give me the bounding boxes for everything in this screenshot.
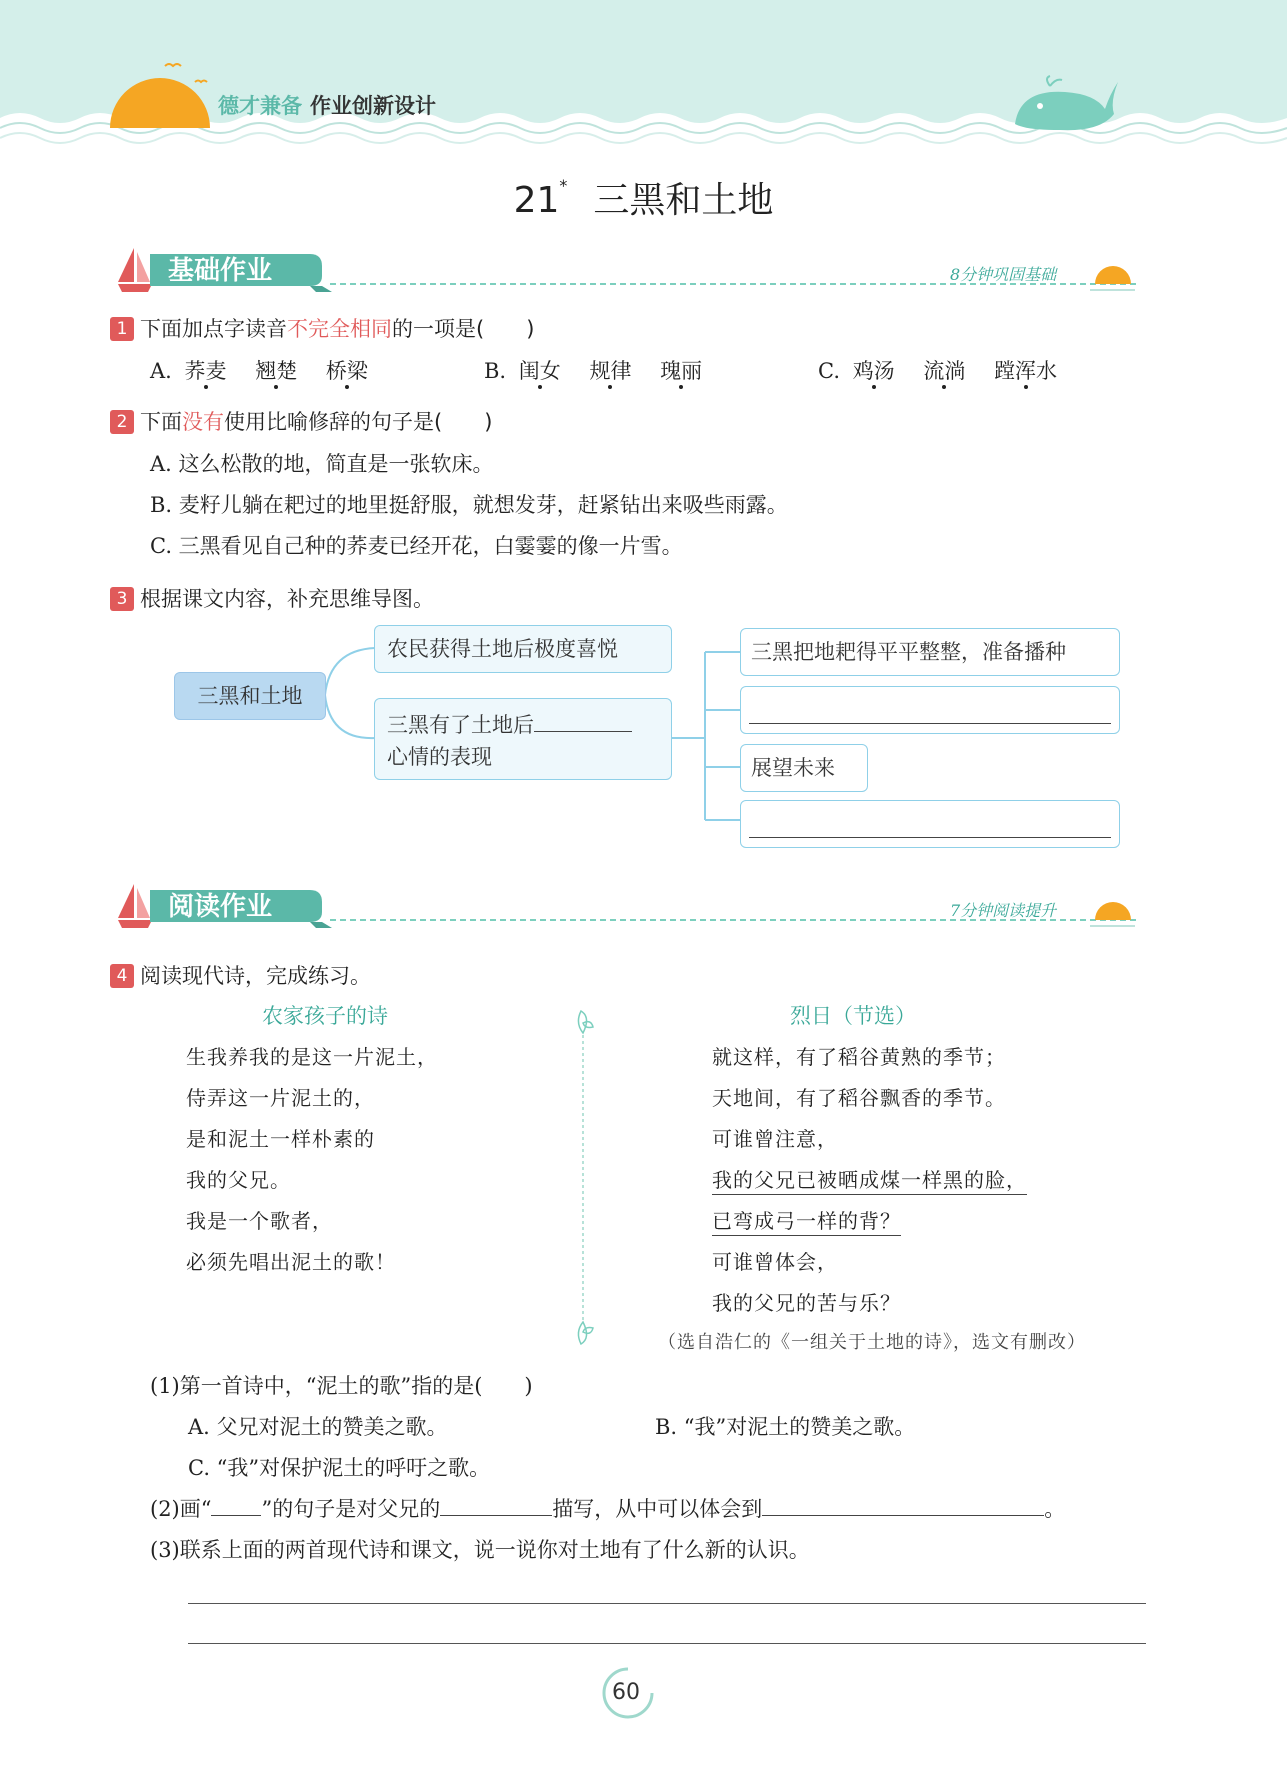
option-word: 翘楚 [255,359,298,383]
answer-line [188,1603,1146,1604]
q2-option-c: C. 三黑看见自己种的荞麦已经开花，白霎霎的像一片雪。 [150,534,683,558]
poem-2-title: 烈日（节选） [790,1004,916,1028]
mindmap-branch-2 [374,698,672,780]
question-text: 下面 [140,410,182,434]
option-word: 桥梁 [325,359,368,383]
poem-2-line-underlined [712,1205,901,1234]
poem-1-line: 侍弄这一片泥土的， [186,1086,375,1110]
sub-1-option-c: C. “我”对保护泥土的呼吁之歌。 [188,1456,491,1480]
question-number: 1 [110,317,134,341]
question-3 [110,583,434,613]
poem-1-line: 生我养我的是这一片泥土， [186,1045,438,1069]
question-text-end: 使用比喻修辞的句子是( ) [224,410,493,434]
sun-icon [105,60,215,130]
option-label: C. [818,359,840,383]
question-text: 下面加点字读音 [140,317,287,341]
q1-option-c [818,355,1057,385]
section-title-basic: 基础作业 [168,256,273,286]
poem-1-line: 是和泥土一样朴素的 [186,1127,375,1151]
question-text: 根据课文内容，补充思维导图。 [140,587,434,611]
poem-2-line-underlined [712,1164,1027,1193]
option-word: 蹚浑水 [994,359,1058,383]
branch-2-text: 三黑有了土地后 [387,713,534,737]
poem-2-line: 天地间，有了稻谷飘香的季节。 [712,1086,1006,1110]
poem-1-line: 必须先唱出泥土的歌！ [186,1250,396,1274]
section-note-reading: 7分钟阅读提升 [950,901,1057,920]
sub-1-option-a: A. 父兄对泥土的赞美之歌。 [188,1415,448,1439]
sub-question-3: (3)联系上面的两首现代诗和课文，说一说你对土地有了什么新的认识。 [150,1538,810,1562]
underlined-text: 我的父兄已被晒成煤一样黑的脸， [712,1168,1027,1195]
lesson-title [0,172,1287,223]
branch-2-text-2: 心情的表现 [387,745,492,769]
sub-2-part: 描写，从中可以体会到 [552,1497,763,1521]
sub-2-part: 。 [1044,1497,1066,1521]
option-label: A. [150,359,172,383]
answer-blank [440,1515,552,1516]
mindmap-leaf-1: 三黑把地耙得平平整整，准备播种 [740,628,1120,676]
question-number: 4 [110,964,134,988]
poem-source: （选自浩仁的《一组关于土地的诗》，选文有删改） [658,1332,1086,1353]
lesson-name: 三黑和土地 [593,180,774,221]
q1-option-b [484,355,702,385]
mindmap-leaf-4 [740,800,1120,848]
blank-line [534,731,632,732]
answer-blank [762,1515,1044,1516]
question-1 [110,313,534,343]
emphasis-text: 没有 [182,410,224,434]
lesson-mark: * [559,176,568,195]
option-word: 闺女 [518,359,561,383]
mindmap-leaf-2 [740,686,1120,734]
poem-1-line: 我的父兄。 [186,1168,291,1192]
option-word: 鸡汤 [852,359,895,383]
brand [218,90,436,120]
whale-icon [1010,74,1120,134]
mindmap-leaf-3: 展望未来 [740,744,868,792]
page-number: 60 [612,1680,640,1705]
poem-2-line: 我的父兄的苦与乐？ [712,1291,901,1315]
q2-option-b: B. 麦籽儿躺在耙过的地里挺舒服，就想发芽，赶紧钻出来吸些雨露。 [150,493,788,517]
brand-left: 德才兼备 [218,94,302,118]
option-word: 瑰丽 [660,359,703,383]
question-text-end: 的一项是( ) [392,317,535,341]
section-title-reading: 阅读作业 [168,892,273,922]
question-text: 阅读现代诗，完成练习。 [140,964,371,988]
option-word: 流淌 [923,359,966,383]
lesson-number: 21 [513,180,560,221]
answer-blank [749,837,1111,838]
sub-2-part: ”的句子是对父兄的 [261,1497,441,1521]
sub-question-1: (1)第一首诗中，“泥土的歌”指的是( ) [150,1374,533,1398]
underline-sample [211,1515,261,1516]
option-word: 规律 [589,359,632,383]
mindmap-branch-1: 农民获得土地后极度喜悦 [374,625,672,673]
brand-right: 作业创新设计 [310,94,436,118]
section-note-basic: 8分钟巩固基础 [950,265,1057,284]
emphasis-text: 不完全相同 [287,317,392,341]
option-word: 荞麦 [184,359,227,383]
poem-1-line: 我是一个歌者， [186,1209,333,1233]
answer-line [188,1643,1146,1644]
poem-2-line: 可谁曾注意， [712,1127,838,1151]
question-number: 2 [110,410,134,434]
sub-2-part: (2)画“ [150,1497,212,1521]
mindmap-root: 三黑和土地 [174,672,326,720]
question-2 [110,406,492,436]
poem-divider [568,1005,598,1350]
question-4 [110,960,371,990]
poem-1-title: 农家孩子的诗 [262,1004,388,1028]
answer-blank [749,723,1111,724]
sub-1-option-b: B. “我”对泥土的赞美之歌。 [655,1415,916,1439]
poem-2-line: 就这样，有了稻谷黄熟的季节； [712,1045,1006,1069]
underlined-text: 已弯成弓一样的背？ [712,1209,901,1236]
question-number: 3 [110,587,134,611]
q2-option-a: A. 这么松散的地，简直是一张软床。 [150,452,494,476]
sub-question-2 [150,1493,1065,1523]
q1-option-a [150,355,368,385]
option-label: B. [484,359,507,383]
poem-2-line: 可谁曾体会， [712,1250,838,1274]
